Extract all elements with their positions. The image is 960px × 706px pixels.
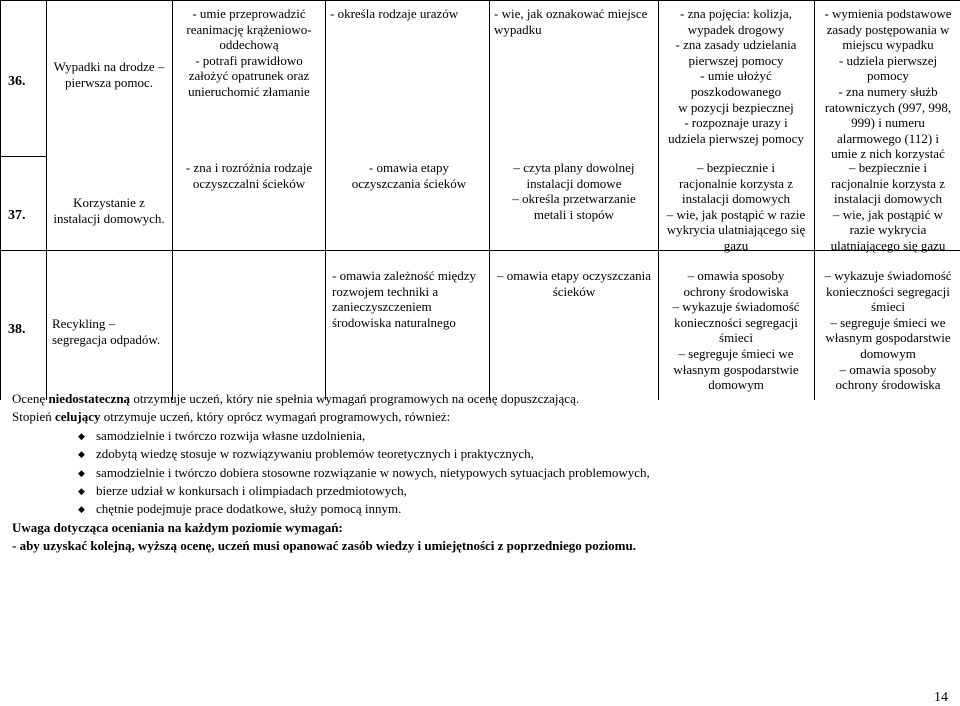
table-rule [489,0,490,400]
topic-cell: Wypadki na drodze – pierwsza pomoc. [53,59,165,90]
excellent-criteria-list [12,427,942,519]
requirement-cell: – bezpiecznie i racjonalnie korzysta z instalacji domowych – wie, jak postąpić w razie wykrycia ulatniającego się gazu [830,160,946,253]
table-rule [325,0,326,400]
topic-cell: Recykling – segregacja odpadów. [52,316,161,347]
grade-name: celujący [54,409,101,425]
requirement-cell: – bezpiecznie i racjonalnie korzysta z instalacji domowych – wie, jak postąpić w razie wykrycia ulatniającego się gazu [666,160,806,253]
list-item: ◆ zdobytą wiedzę stosuje w rozwiązywaniu problemów teoretycznych i praktycznych, [12,445,942,463]
grading-notes [12,390,942,556]
row-number: 37. [8,208,26,223]
requirement-cell: – czyta plany dowolnej instalacji domowe – określa przetwarzanie metali i stopów [512,160,636,222]
requirement-cell: - określa rodzaje urazów [330,6,459,21]
row-number: 36. [8,74,26,89]
list-item: ◆ samodzielnie i twórczo dobiera stosowne rozwiązanie w nowych, nietypowych sytuacjach problemowych, [12,464,942,482]
note-text: Stopień [12,409,55,425]
requirement-cell: - wie, jak oznakować miejsce wypadku [494,6,648,37]
row-number: 38. [8,322,26,337]
table-rule [46,0,47,400]
grade-name: niedostateczną [48,391,131,406]
requirement-cell: - omawia zależność między rozwojem techniki a zanieczyszczeniem środowiska naturalnego [332,268,477,330]
table-rule [0,0,960,1]
table-rule [172,0,173,400]
note-text: otrzymuje uczeń, który oprócz wymagań programowych, również: [100,409,451,425]
requirement-cell: - wymienia podstawowe zasady postępowania w miejscu wypadku - udziela pierwszej pomocy - zna numery służb ratowniczych (997, 998, 999) i numeru alarmowego (112) i umie z nich korzystać [824,6,952,162]
requirement-cell: – omawia sposoby ochrony środowiska – wykazuje świadomość konieczności segregacji śmieci – segreguje śmieci we własnym gospodarstwie domowym [672,268,800,393]
table-rule [0,0,1,400]
list-item: ◆ chętnie podejmuje prace dodatkowe, służy pomocą innym. [12,500,942,518]
table-rule [658,0,659,400]
note-text: Ocenę [12,391,49,406]
list-item: ◆ bierze udział w konkursach i olimpiadach przedmiotowych, [12,482,942,500]
excellent-grade-note [12,408,942,426]
page-number: 14 [934,690,948,705]
requirement-cell: - zna pojęcia: kolizja, wypadek drogowy - zna zasady udzielania pierwszej pomocy - umie ułożyć poszkodowanego w pozycji bezpiecznej - rozpoznaje urazy i udziela pierwszej pomocy [668,6,804,146]
topic-cell: Korzystanie z instalacji domowych. [53,195,165,226]
requirement-cell: – omawia etapy oczyszczania ścieków [496,268,652,299]
note-text: - aby uzyskać kolejną, wyższą ocenę, uczeń musi opanować zasób wiedzy i umiejętności z poprzedniego poziomu. [12,538,636,554]
requirement-cell: - omawia etapy oczyszczania ścieków [351,160,467,191]
table-rule [0,156,46,157]
insufficient-grade-note [12,390,942,408]
note-title: Uwaga dotycząca oceniania na każdym poziomie wymagań: [12,519,343,535]
note-text: otrzymuje uczeń, który nie spełnia wymagań programowych na ocenę dopuszczającą. [130,391,580,406]
requirement-cell: - umie przeprowadzić reanimację krążeniowo- oddechową - potrafi prawidłowo założyć opatrunek oraz unieruchomić złamanie [186,6,312,99]
table-rule [814,0,815,400]
list-item: ◆ samodzielnie i twórczo rozwija własne uzdolnienia, [12,427,942,445]
requirement-cell: - zna i rozróżnia rodzaje oczyszczalni ścieków [185,160,313,191]
requirement-cell: – wykazuje świadomość konieczności segregacji śmieci – segreguje śmieci we własnym gospodarstwie domowym – omawia sposoby ochrony środowiska [824,268,952,393]
